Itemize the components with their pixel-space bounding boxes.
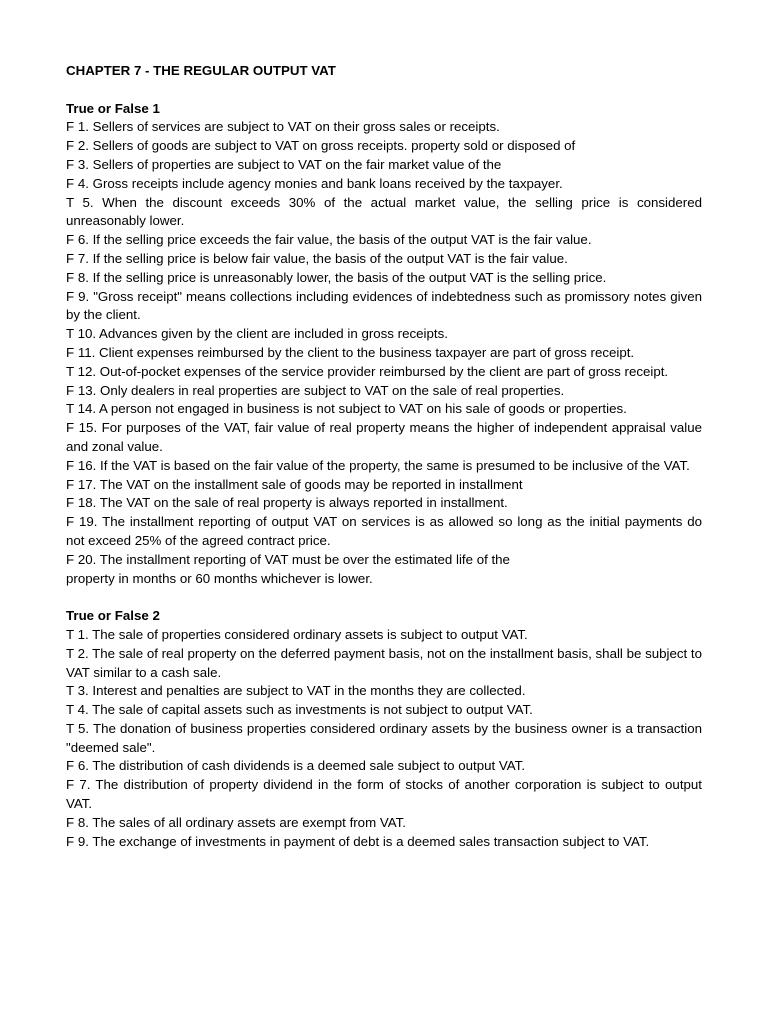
- statement-text: property in months or 60 months whichever is lower.: [66, 570, 373, 586]
- statement-text: 16. If the VAT is based on the fair value of the property, the same is presumed to be inclusive of the VAT.: [77, 457, 690, 473]
- answer-label: F: [66, 119, 75, 135]
- answer-label: T: [66, 683, 74, 699]
- answer-label: F: [66, 814, 75, 830]
- list-item: [66, 476, 702, 495]
- document-page: [66, 62, 702, 851]
- answer-label: T: [66, 401, 74, 417]
- list-item: [66, 776, 702, 814]
- section-true-or-false-1: [66, 100, 702, 589]
- answer-label: F: [66, 420, 75, 436]
- page-title: CHAPTER 7 - THE REGULAR OUTPUT VAT: [66, 63, 336, 78]
- list-item: [66, 570, 702, 589]
- answer-label: F: [66, 514, 75, 530]
- item-list: [66, 626, 702, 852]
- list-item: [66, 814, 702, 833]
- statement-text: 10. Advances given by the client are included in gross receipts.: [77, 326, 448, 342]
- list-item: [66, 494, 702, 513]
- list-item: [66, 400, 702, 419]
- statement-text: 19. The installment reporting of output VAT on services is as allowed so long as the initial payments do not exceed 25% of the agreed contract price.: [66, 514, 702, 548]
- statement-text: 4. The sale of capital assets such as investments is not subject to output VAT.: [77, 702, 533, 718]
- section-heading: True or False 2: [66, 608, 160, 624]
- list-item: [66, 156, 702, 175]
- list-item: [66, 682, 702, 701]
- list-item: [66, 513, 702, 551]
- statement-text: 20. The installment reporting of VAT must be over the estimated life of the: [77, 551, 510, 567]
- statement-text: 13. Only dealers in real properties are subject to VAT on the sale of real properties.: [77, 382, 565, 398]
- statement-text: 17. The VAT on the installment sale of goods may be reported in installment: [77, 476, 523, 492]
- list-item: [66, 194, 702, 232]
- answer-label: T: [66, 702, 74, 718]
- statement-text: 2. The sale of real property on the deferred payment basis, not on the installment basis, shall be subject to VAT similar to a cash sale.: [66, 645, 702, 680]
- list-item: [66, 250, 702, 269]
- list-item: [66, 419, 702, 457]
- list-item: [66, 137, 702, 156]
- list-item: [66, 269, 702, 288]
- list-item: [66, 645, 702, 683]
- statement-text: 11. Client expenses reimbursed by the client to the business taxpayer are part of gross receipt.: [77, 344, 635, 360]
- section-true-or-false-2: [66, 607, 702, 851]
- statement-text: 1. Sellers of services are subject to VAT on their gross sales or receipts.: [77, 119, 500, 135]
- list-item: [66, 288, 702, 326]
- answer-label: T: [66, 626, 74, 642]
- list-item: [66, 382, 702, 401]
- answer-label: F: [66, 344, 75, 360]
- list-item: [66, 118, 702, 137]
- list-item: [66, 344, 702, 363]
- answer-label: F: [66, 476, 75, 492]
- answer-label: T: [66, 645, 74, 661]
- statement-text: 18. The VAT on the sale of real property is always reported in installment.: [77, 495, 508, 511]
- answer-label: F: [66, 495, 75, 511]
- statement-text: 12. Out-of-pocket expenses of the service provider reimbursed by the client are part of gross receipt.: [77, 363, 669, 379]
- answer-label: F: [66, 138, 75, 154]
- answer-label: F: [66, 269, 75, 285]
- list-item: [66, 701, 702, 720]
- statement-text: 2. Sellers of goods are subject to VAT on gross receipts. property sold or disposed of: [77, 138, 576, 154]
- statement-text: 8. The sales of all ordinary assets are exempt from VAT.: [77, 814, 406, 830]
- statement-text: 3. Interest and penalties are subject to VAT in the months they are collected.: [77, 683, 526, 699]
- list-item: [66, 175, 702, 194]
- statement-text: 15. For purposes of the VAT, fair value of real property means the higher of independent appraisal value and zonal value.: [66, 420, 703, 454]
- answer-label: F: [66, 551, 75, 567]
- answer-label: F: [66, 382, 75, 398]
- answer-label: F: [66, 288, 75, 304]
- statement-text: 14. A person not engaged in business is not subject to VAT on his sale of goods or properties.: [77, 401, 627, 417]
- answer-label: F: [66, 777, 75, 793]
- answer-label: F: [66, 457, 75, 473]
- statement-text: 7. If the selling price is below fair value, the basis of the output VAT is the fair value.: [77, 250, 568, 266]
- list-item: [66, 757, 702, 776]
- statement-text: 8. If the selling price is unreasonably lower, the basis of the output VAT is the selling price.: [77, 269, 607, 285]
- item-list: [66, 118, 702, 588]
- statement-text: 6. If the selling price exceeds the fair value, the basis of the output VAT is the fair value.: [77, 232, 592, 248]
- answer-label: T: [66, 326, 74, 342]
- statement-text: 6. The distribution of cash dividends is a deemed sale subject to output VAT.: [77, 758, 526, 774]
- list-item: [66, 833, 702, 852]
- answer-label: F: [66, 250, 75, 266]
- list-item: [66, 363, 702, 382]
- section-spacer: [66, 588, 702, 607]
- statement-text: 5. When the discount exceeds 30% of the actual market value, the selling price is considered unreasonably lower.: [66, 194, 703, 229]
- list-item: [66, 231, 702, 250]
- answer-label: F: [66, 175, 75, 191]
- answer-label: F: [66, 232, 75, 248]
- statement-text: 1. The sale of properties considered ordinary assets is subject to output VAT.: [77, 626, 528, 642]
- statement-text: 7. The distribution of property dividend in the form of stocks of another corporation is subject to output VAT.: [66, 777, 702, 812]
- statement-text: 4. Gross receipts include agency monies and bank loans received by the taxpayer.: [77, 175, 563, 191]
- answer-label: F: [66, 758, 75, 774]
- list-item: [66, 720, 702, 758]
- statement-text: 9. "Gross receipt" means collections including evidences of indebtedness such as promissory notes given by the client.: [66, 288, 702, 323]
- answer-label: F: [66, 833, 75, 849]
- answer-label: T: [66, 720, 74, 736]
- list-item: [66, 325, 702, 344]
- list-item: [66, 457, 702, 476]
- list-item: [66, 626, 702, 645]
- answer-label: T: [66, 363, 74, 379]
- answer-label: T: [66, 194, 74, 210]
- list-item: [66, 551, 702, 570]
- statement-text: 5. The donation of business properties considered ordinary assets by the business owner is a transaction "deemed sale".: [66, 720, 702, 755]
- section-heading: True or False 1: [66, 100, 160, 116]
- statement-text: 3. Sellers of properties are subject to VAT on the fair market value of the: [77, 156, 502, 172]
- statement-text: 9. The exchange of investments in payment of debt is a deemed sales transaction subject to VAT.: [77, 833, 650, 849]
- answer-label: F: [66, 156, 75, 172]
